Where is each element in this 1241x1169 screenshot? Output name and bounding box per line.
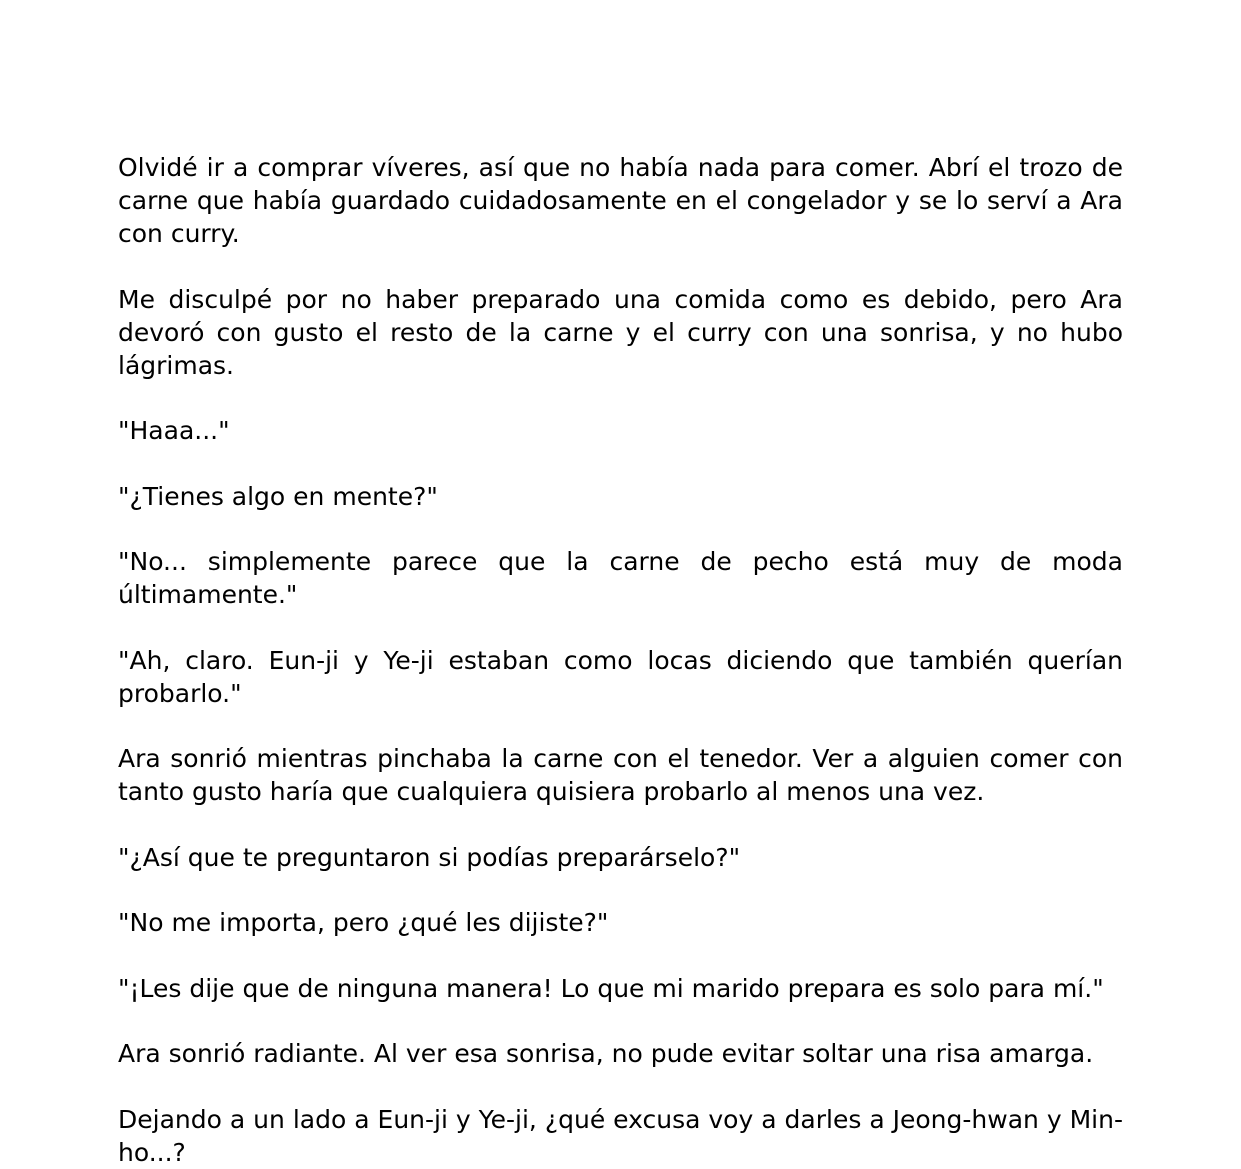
paragraph-6: "Ah, claro. Eun-ji y Ye-ji estaban como locas diciendo que también querían probarlo." [118,645,1123,708]
paragraph-9: "No me importa, pero ¿qué les dijiste?" [118,908,609,937]
paragraph-3: "Haaa..." [118,416,230,445]
document-body [118,151,1123,1169]
paragraph-2: Me disculpé por no haber preparado una comida como es debido, pero Ara devoró con gusto el resto de la carne y el curry con una sonrisa, y no hubo lágrimas. [118,284,1123,380]
paragraph-5: "No... simplemente parece que la carne de pecho está muy de moda últimamente." [118,547,1123,609]
paragraph-8: "¿Así que te preguntaron si podías preparárselo?" [118,842,741,872]
paragraph-4: "¿Tienes algo en mente?" [118,481,438,511]
paragraph-1: Olvidé ir a comprar víveres, así que no había nada para comer. Abrí el trozo de carne que había guardado cuidadosamente en el congelador y se lo serví a Ara con curry. [118,153,1123,248]
paragraph-12: Dejando a un lado a Eun-ji y Ye-ji, ¿qué excusa voy a darles a Jeong-hwan y Min-ho...? [118,1104,1123,1167]
paragraph-11: Ara sonrió radiante. Al ver esa sonrisa, no pude evitar soltar una risa amarga. [118,1039,1094,1068]
paragraph-7: Ara sonrió mientras pinchaba la carne con el tenedor. Ver a alguien comer con tanto gusto haría que cualquiera quisiera probarlo al menos una vez. [118,744,1123,806]
paragraph-10: "¡Les dije que de ninguna manera! Lo que mi marido prepara es solo para mí." [118,973,1104,1003]
